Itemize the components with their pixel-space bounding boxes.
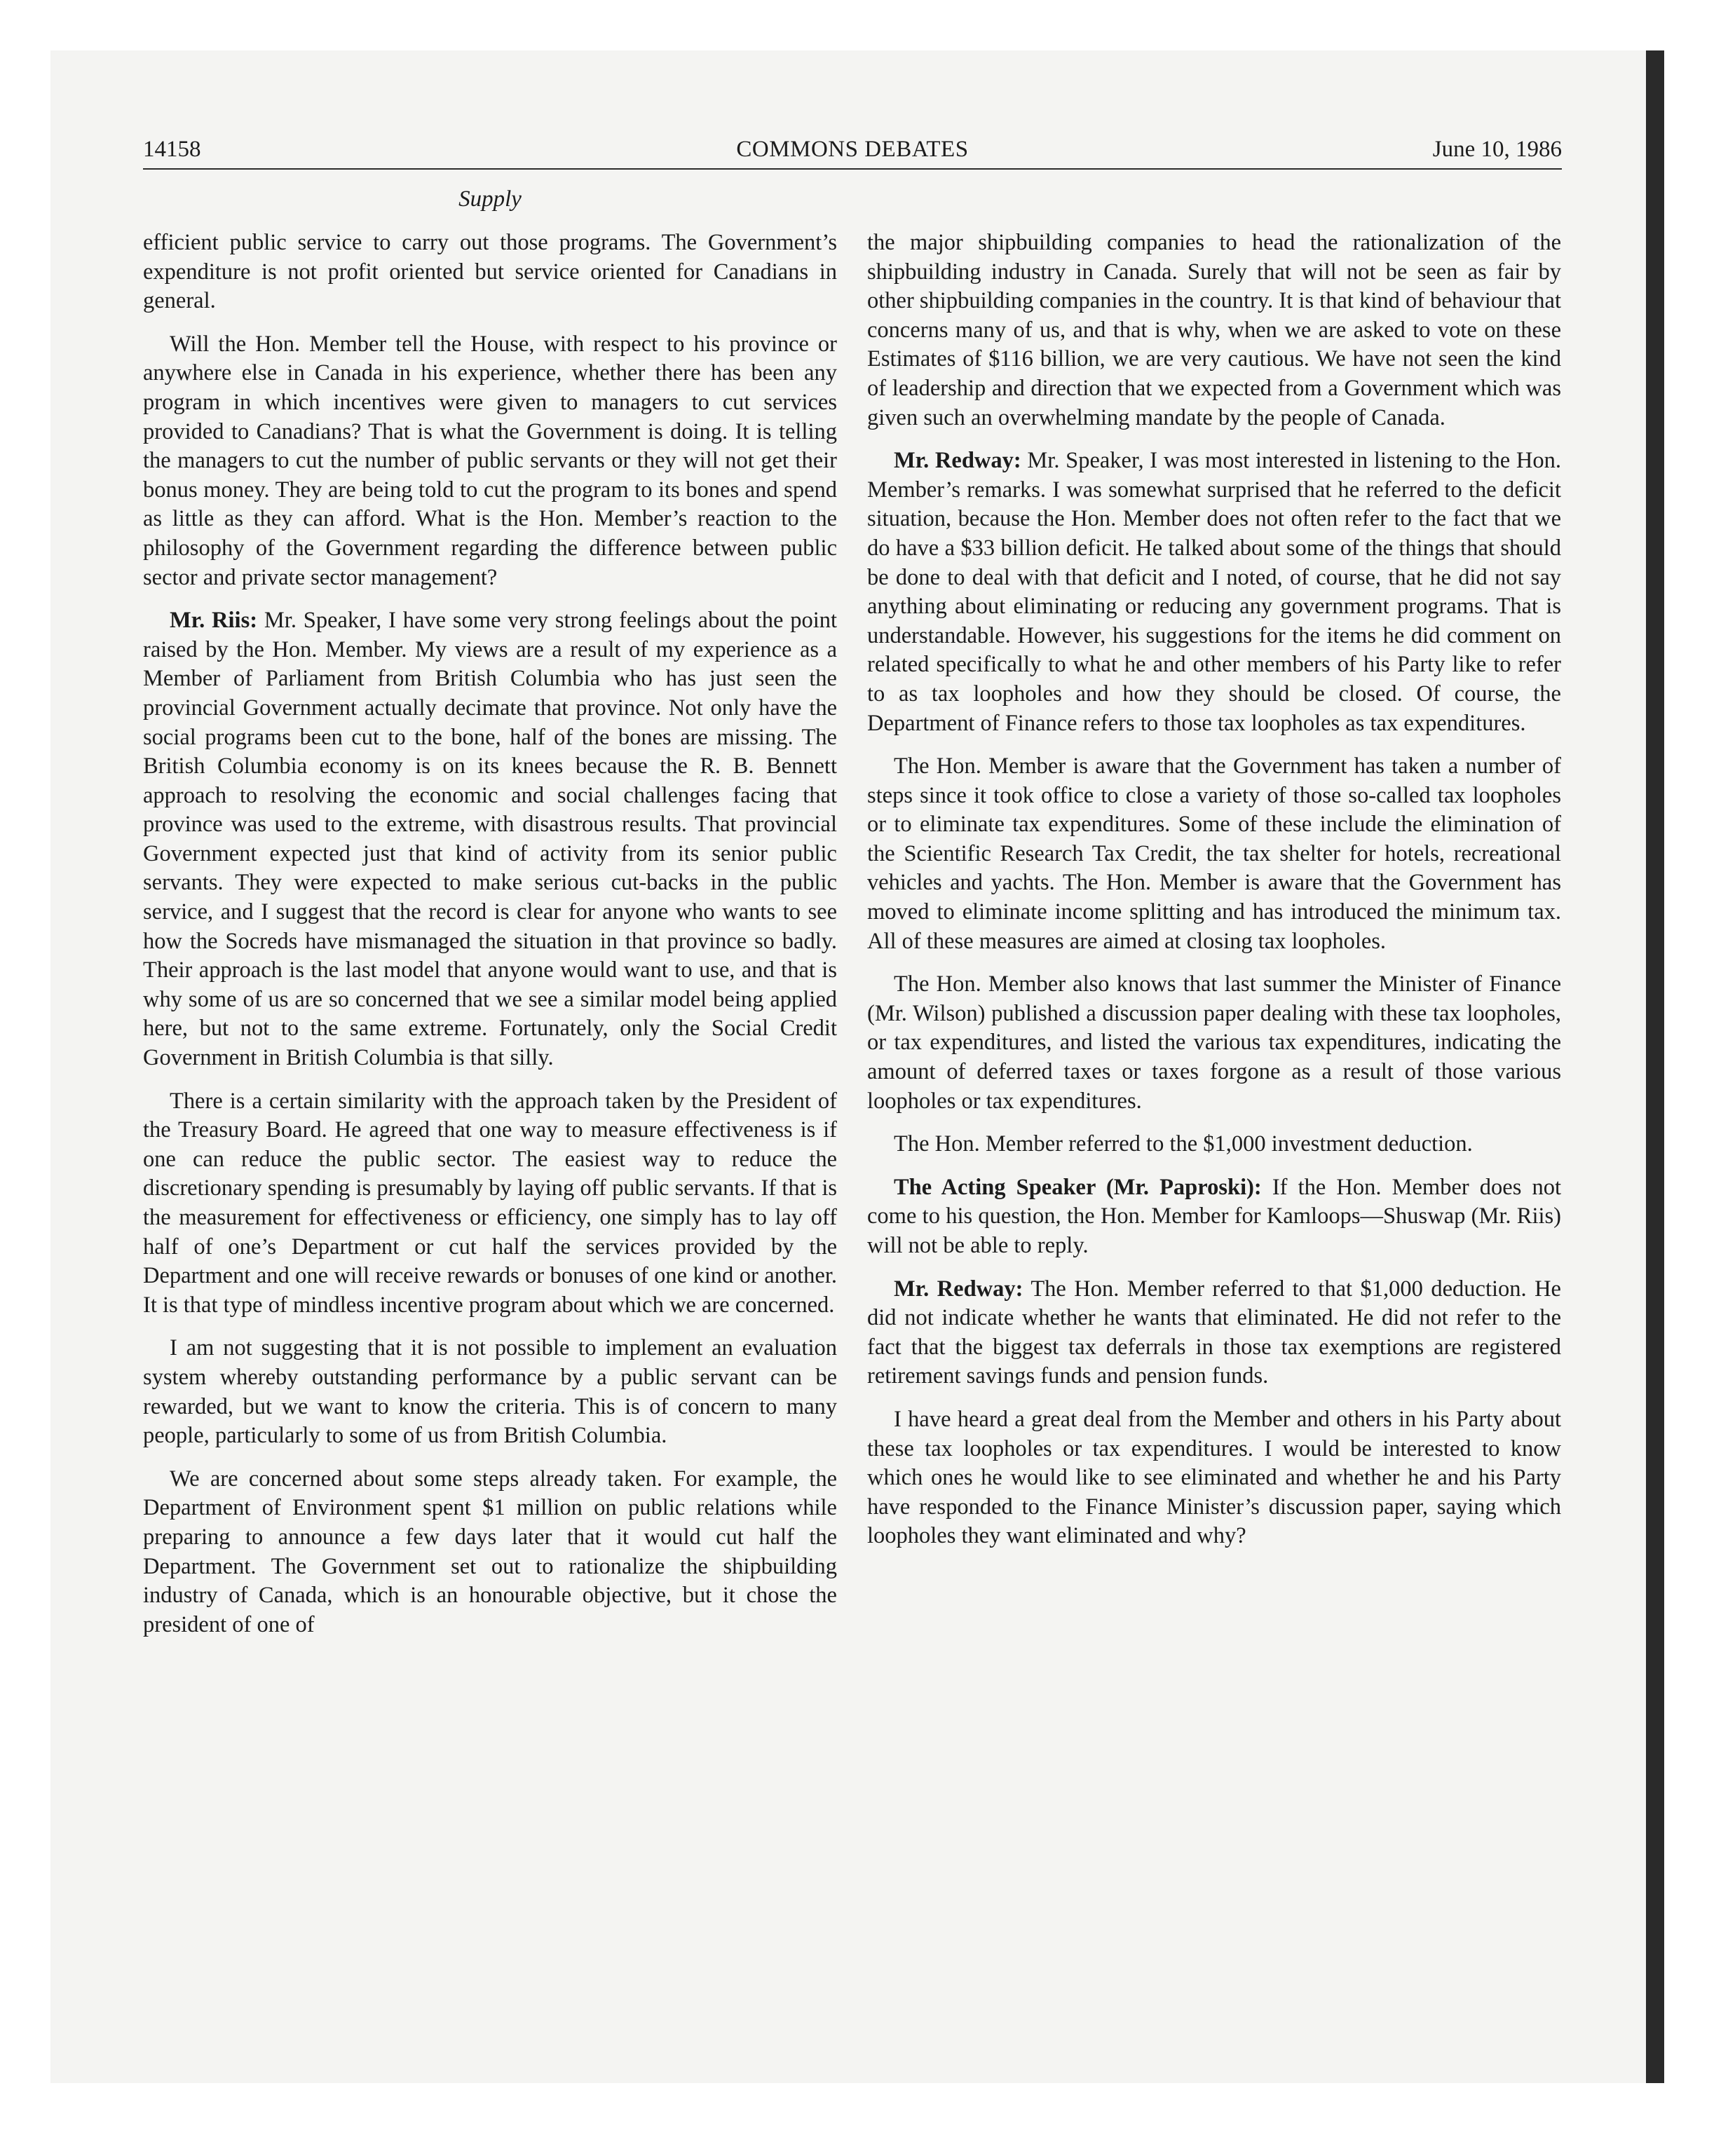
speaker-name: The Acting Speaker (Mr. Paproski): [894,1174,1262,1200]
left-column [143,228,837,1653]
speech-paragraph [867,1275,1561,1391]
speech-paragraph [867,1173,1561,1261]
paragraph-text: The Hon. Member is aware that the Government has taken a number of steps since it took office to close a variety of those so-called tax loopholes or to eliminate tax expenditures. Some of these include the elimination of the Scientific Research Tax Credit, the tax shelter for hotels, recreational vehicles and yachts. The Hon. Member is aware that the Government has moved to eliminate income splitting and has introduced the minimum tax. All of these measures are aimed at closing tax loopholes. [867,753,1561,954]
paragraph-text: I have heard a great deal from the Member and others in his Party about these tax loopholes or tax expenditures. I would be interested to know which ones he would like to see eliminated and whether he and his Party have responded to the Finance Minister’s discussion paper, saying which loopholes they want eliminated and why? [867,1406,1561,1549]
paragraph-text: the major shipbuilding companies to head the rationalization of the shipbuilding industry in Canada. Surely that will not be seen as fair by other shipbuilding companies in the country. It is that kind of behaviour that concerns many of us, and that is why, when we are asked to vote on these Estimates of $116 billion, we are very cautious. We have not seen the kind of leadership and direction that we expected from a Government which was given such an overwhelming mandate by the people of Canada. [867,230,1561,430]
paragraph-text: Will the Hon. Member tell the House, with respect to his province or anywhere else in Canada in his experience, whether there has been any program in which incentives were given to managers to cut services provided to Canadians? That is what the Government is doing. It is telling the managers to cut the number of public servants or they will not get their bonus money. They are being told to cut the program to its bones and spend as little as they can afford. What is the Hon. Member’s reaction to the philosophy of the Government regarding the difference between public sector and private sector management? [143,331,837,590]
paragraph [143,1087,837,1321]
paragraph-text: Mr. Speaker, I have some very strong feelings about the point raised by the Hon. Member. My views are a result of my experience as a Member of Parliament from British Columbia who has just seen the provincial Government actually decimate that province. Not only have the social programs been cut to the bone, half of the bones are missing. The British Columbia economy is on its knees because the R. B. Bennett approach to resolving the economic and social challenges facing that province was used to the extreme, with disastrous results. That provincial Government expected just that kind of activity from its senior public servants. They were expected to make serious cut-backs in the public service, and I suggest that the record is clear for anyone who wants to see how the Socreds have mismanaged the situation in that province so badly. Their approach is the last model that anyone would want to use, and that is why some of us are so concerned that we see a similar model being applied here, but not to the same extreme. Fortunately, only the Social Credit Government in British Columbia is that silly. [143,608,838,1071]
speaker-name: Mr. Redway: [894,448,1021,474]
paragraph-text: efficient public service to carry out those programs. The Government’s expenditure is not profit oriented but service oriented for Canadians in general. [143,230,837,314]
speaker-name: Mr. Riis: [170,608,258,634]
right-column [867,228,1561,1565]
running-head [143,133,1562,165]
paragraph-text: The Hon. Member referred to that $1,000 deduction. He did not indicate whether he wants that eliminated. He did not refer to the fact that the biggest tax deferrals in those tax exemptions are registered retirement savings funds and pension funds. [867,1276,1561,1389]
paragraph-text: If the Hon. Member does not come to his question, the Hon. Member for Kamloops—Shuswap (Mr. Riis) will not be able to reply. [867,1174,1561,1258]
paragraph [143,330,837,592]
paragraph [143,1465,837,1640]
section-title: Supply [458,186,522,212]
speaker-name: Mr. Redway: [894,1276,1023,1302]
paragraph [867,1405,1561,1551]
paragraph-text: I am not suggesting that it is not possible to implement an evaluation system whereby outstanding performance by a public servant can be rewarded, but we want to know the criteria. This is of concern to many people, particularly to some of us from British Columbia. [143,1335,837,1449]
publication-title: COMMONS DEBATES [736,137,969,162]
paragraph-text: The Hon. Member referred to the $1,000 investment deduction. [894,1131,1473,1157]
paragraph-text: There is a certain similarity with the approach taken by the President of the Treasury Board. He agreed that one way to measure effectiveness is if one can reduce the public sector. The easiest way to reduce the discretionary spending is presumably by laying off public servants. If that is the measurement for effectiveness or efficiency, one simply has to lay off half of one’s Department or cut half the services provided by the Department and one will receive rewards or bonuses of one kind or another. It is that type of mindless incentive program about which we are concerned. [143,1088,837,1318]
page-edge-shadow [1646,50,1664,2083]
paragraph-text: We are concerned about some steps already taken. For example, the Department of Environment spent $1 million on public relations while preparing to announce a few days later that it would cut half the Department. The Government set out to rationalize the shipbuilding industry of Canada, which is an honourable objective, but it chose the president of one of [143,1466,837,1637]
paragraph [143,1334,837,1450]
speech-paragraph [867,446,1561,738]
paragraph [867,970,1561,1116]
page-number: 14158 [143,137,201,162]
paragraph-text: The Hon. Member also knows that last summer the Minister of Finance (Mr. Wilson) published a discussion paper dealing with these tax loopholes, or tax expenditures, and listed the various tax expenditures, indicating the amount of deferred taxes or taxes forgone as a result of those various loopholes or tax expenditures. [867,971,1561,1114]
publication-date: June 10, 1986 [1432,137,1562,162]
paragraph [143,228,837,316]
paragraph [867,228,1561,432]
header-rule [143,168,1562,170]
speech-paragraph [143,606,837,1073]
paragraph [867,752,1561,956]
paragraph-text: Mr. Speaker, I was most interested in listening to the Hon. Member’s remarks. I was somewhat surprised that he referred to the deficit situation, because the Hon. Member does not often refer to the fact that we do have a $33 billion deficit. He talked about some of the things that should be done to deal with that deficit and I noted, of course, that he did not say anything about eliminating or reducing any government programs. That is understandable. However, his suggestions for the items he did comment on related specifically to what he and other members of his Party like to refer to as tax loopholes and how they should be closed. Of course, the Department of Finance refers to those tax loopholes as tax expenditures. [867,448,1561,736]
paragraph [867,1130,1561,1159]
